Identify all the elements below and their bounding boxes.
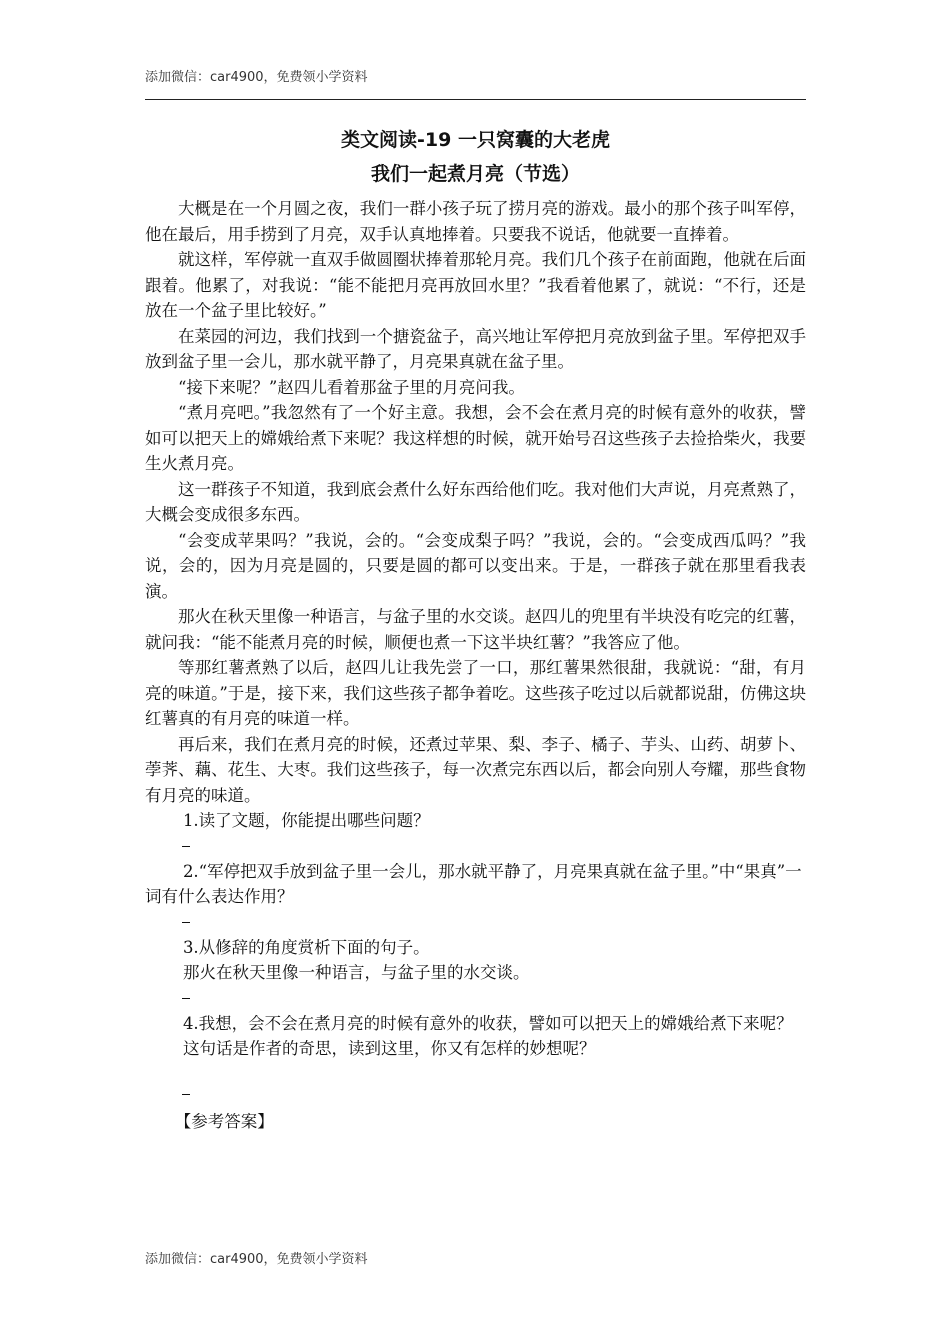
header-watermark-note: 添加微信：car4900，免费领小学资料 <box>145 70 368 85</box>
footer-watermark-note: 添加微信：car4900，免费领小学资料 <box>145 1252 368 1267</box>
answer-blank-1[interactable] <box>145 834 806 859</box>
passage-paragraph-2: 就这样，军停就一直双手做圆圈状捧着那轮月亮。我们几个孩子在前面跑，他就在后面跟着。他累了，对我说：“能不能把月亮再放回水里？”我看着他累了，就说：“不行，还是放在一个盆子里比较好。” <box>145 250 806 320</box>
passage-paragraph-9: 等那红薯煮熟了以后，赵四儿让我先尝了一口，那红薯果然很甜，我就说：“甜，有月亮的味道。”于是，接下来，我们这些孩子都争着吃。这些孩子吃过以后就都说甜，仿佛这块红薯真的有月亮的味道一样。 <box>145 658 806 728</box>
passage-paragraph-6: 这一群孩子不知道，我到底会煮什么好东西给他们吃。我对他们大声说，月亮煮熟了，大概会变成很多东西。 <box>145 479 806 524</box>
passage-title: 我们一起煮月亮（节选） <box>370 163 580 185</box>
question-4-prompt: 这句话是作者的奇思，读到这里，你又有怎样的妙想呢？ <box>182 1039 596 1058</box>
passage-paragraph-10: 再后来，我们在煮月亮的时候，还煮过苹果、梨、李子、橘子、芋头、山药、胡萝卜、荸荠、藕、花生、大枣。我们这些孩子，每一次煮完东西以后，都会向别人夸耀，那些食物有月亮的味道。 <box>145 734 806 805</box>
question-3: 3.从修辞的角度赏析下面的句子。 <box>182 937 430 957</box>
passage-paragraph-4: “接下来呢？”赵四儿看着那盆子里的月亮问我。 <box>178 377 525 397</box>
document-body <box>145 196 806 1134</box>
passage-paragraph-5: “煮月亮吧。”我忽然有了一个好主意。我想，会不会在煮月亮的时候有意外的收获，譬如可以把天上的嫦娥给煮下来呢？我这样想的时候，就开始号召这些孩子去捡拾柴火，我要生火煮月亮。 <box>145 403 806 473</box>
answer-blank-4[interactable] <box>145 1082 806 1107</box>
passage-paragraph-3: 在菜园的河边，我们找到一个搪瓷盆子，高兴地让军停把月亮放到盆子里。军停把双手放到盆子里一会儿，那水就平静了，月亮果真就在盆子里。 <box>145 326 806 371</box>
passage-paragraph-8: 那火在秋天里像一种语言，与盆子里的水交谈。赵四儿的兜里有半块没有吃完的红薯，就问我：“能不能煮月亮的时候，顺便也煮一下这半块红薯？”我答应了他。 <box>145 607 806 652</box>
reference-answer-heading: 【参考答案】 <box>174 1111 274 1131</box>
question-3-sentence: 那火在秋天里像一种语言，与盆子里的水交谈。 <box>182 963 530 982</box>
passage-paragraph-1: 大概是在一个月圆之夜，我们一群小孩子玩了捞月亮的游戏。最小的那个孩子叫军停，他在最后，用手捞到了月亮，双手认真地捧着。只要我不说话，他就要一直捧着。 <box>145 199 806 244</box>
header-divider <box>145 99 806 100</box>
question-2: 2.“军停把双手放到盆子里一会儿，那水就平静了，月亮果真就在盆子里。”中“果真”一词有什么表达作用？ <box>145 861 802 906</box>
question-4: 4.我想，会不会在煮月亮的时候有意外的收获，譬如可以把天上的嫦娥给煮下来呢？ <box>182 1013 793 1033</box>
passage-paragraph-7: “会变成苹果吗？”我说，会的。“会变成梨子吗？”我说，会的。“会变成西瓜吗？”我说，会的，因为月亮是圆的，只要是圆的都可以变出来。于是，一群孩子就在那里看我表演。 <box>145 530 806 601</box>
page-title: 类文阅读-19 一只窝囊的大老虎 <box>341 129 610 151</box>
question-1: 1.读了文题，你能提出哪些问题？ <box>182 811 430 830</box>
answer-blank-2[interactable] <box>145 910 806 935</box>
answer-blank-3[interactable] <box>145 986 806 1011</box>
